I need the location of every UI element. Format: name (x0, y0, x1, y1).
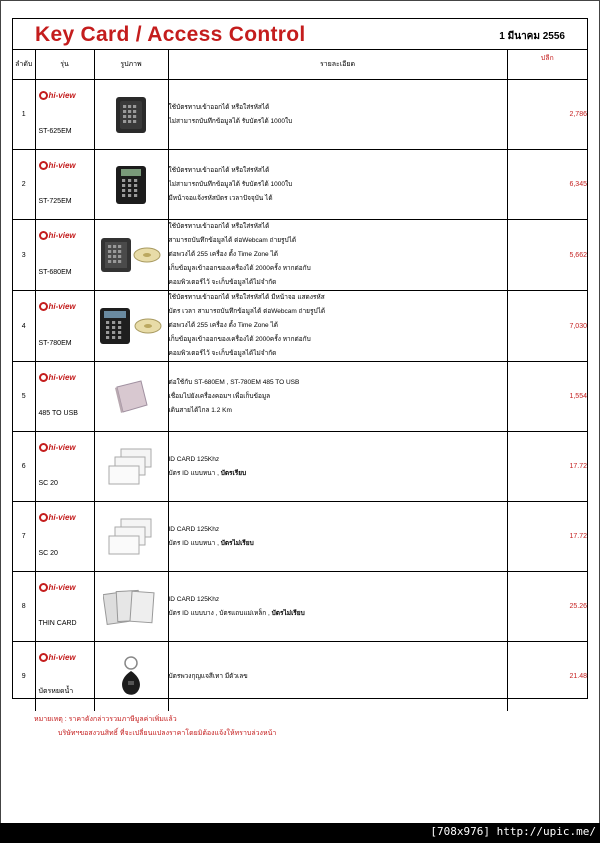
detail-line: บัตร ID แบบบาง , บัตรแถบแม่เหล็ก , บัตรไม่เรียบ (168, 609, 305, 617)
table-row (13, 502, 587, 572)
detail-line: บัตรพวงกุญแจสีเทา มีตัวเลข (168, 672, 248, 680)
model-cell (35, 362, 94, 432)
detail-line: เชื่อมไปยังเครื่องคอมฯ เพื่อเก็บข้อมูล (168, 392, 271, 400)
model-cell (35, 572, 94, 642)
detail-line: เก็บข้อมูลเข้าออกของเครื่องได้ 2000ครั้ง หากต่อกับ (168, 336, 311, 343)
model-cell (35, 432, 94, 502)
product-detail (168, 80, 507, 150)
product-detail (168, 642, 507, 712)
hiview-logo (39, 372, 76, 383)
product-image (94, 642, 168, 712)
model-cell (35, 502, 94, 572)
detail-line: ใช้บัตรทาบเข้าออกได้ หรือใส่รหัสได้ (168, 166, 270, 174)
product-image (94, 502, 168, 572)
footer-url[interactable]: [708x976] http://upic.me/ (430, 825, 596, 838)
row-number: 1 (13, 80, 35, 150)
product-detail (168, 150, 507, 220)
brand-name: hi-view (48, 373, 76, 382)
brand-name: hi-view (48, 302, 76, 311)
title-row (13, 19, 587, 50)
row-number: 3 (13, 220, 35, 291)
model-name: SC 20 (38, 480, 58, 487)
model-name: ST-680EM (38, 269, 72, 276)
product-detail (168, 572, 507, 642)
product-detail (168, 432, 507, 502)
model-name: บัตรหยดน้ำ (38, 688, 74, 695)
table-row (13, 291, 587, 362)
header-model: รุ่น (35, 50, 94, 80)
row-number: 6 (13, 432, 35, 502)
detail-line: ID CARD 125Khz (168, 595, 220, 603)
detail-line: ต่อใช้กับ ST-680EM , ST-780EM 485 TO USB (168, 378, 300, 386)
retail-price: 1,554 (507, 362, 587, 432)
brand-name: hi-view (48, 231, 76, 240)
hiview-logo (39, 90, 76, 101)
detail-emphasis: บัตรเรียบ (220, 469, 247, 477)
retail-price: 7,030 (507, 291, 587, 362)
product-detail (168, 362, 507, 432)
header-picture: รูปภาพ (94, 50, 168, 80)
row-number: 7 (13, 502, 35, 572)
detail-line: ไม่สามารถบันทึกข้อมูลได้ รับบัตรได้ 1000ใบ (168, 180, 293, 188)
row-number: 5 (13, 362, 35, 432)
model-name: 485 TO USB (38, 410, 78, 417)
row-number: 2 (13, 150, 35, 220)
table-row (13, 220, 587, 291)
detail-line: คอมพิวเตอร์ไว้ จะเก็บข้อมูลได้ไม่จำกัด (168, 350, 277, 357)
detail-line: ใช้บัตรทาบเข้าออกได้ หรือใส่รหัสได้ (168, 103, 270, 111)
model-cell (35, 80, 94, 150)
table-header-row (13, 50, 587, 80)
product-image (94, 572, 168, 642)
row-number: 8 (13, 572, 35, 642)
model-name: ST-725EM (38, 198, 72, 205)
price-date: 1 มีนาคม 2556 (499, 31, 565, 42)
table-row (13, 572, 587, 642)
hiview-logo (39, 512, 76, 523)
retail-price: 2,786 (507, 80, 587, 150)
hiview-logo (39, 582, 76, 593)
product-image (94, 362, 168, 432)
product-image (94, 220, 168, 291)
model-cell (35, 291, 94, 362)
brand-name: hi-view (48, 513, 76, 522)
detail-line: มีหน้าจอแจ้งรหัสบัตร เวลาปัจจุบัน ได้ (168, 194, 273, 202)
hiview-logo (39, 301, 76, 312)
retail-price: 5,662 (507, 220, 587, 291)
note-line-2: บริษัทฯขอสงวนสิทธิ์ ที่จะเปลี่ยนแปลงราคาโดยมิต้องแจ้งให้ทราบล่วงหน้า (58, 730, 277, 737)
detail-line: ID CARD 125Khz (168, 525, 220, 533)
detail-line: เดินสายได้ไกล 1.2 Km (168, 406, 232, 414)
table-row (13, 642, 587, 712)
footer-bar (0, 823, 600, 843)
retail-price: 17.72 (507, 502, 587, 572)
table-row (13, 432, 587, 502)
hiview-logo (39, 652, 76, 663)
model-cell (35, 642, 94, 712)
detail-line: คอมพิวเตอร์ไว้ จะเก็บข้อมูลได้ไม่จำกัด (168, 279, 277, 286)
header-no: ลำดับ (13, 50, 35, 80)
detail-line: ใช้บัตรทาบเข้าออกได้ หรือใส่รหัสได้ (168, 223, 270, 230)
header-detail: รายละเอียด (168, 50, 507, 80)
detail-line: ID CARD 125Khz (168, 455, 220, 463)
note (34, 713, 276, 741)
price-table-frame (12, 18, 588, 699)
hiview-logo (39, 160, 76, 171)
header-price: ปลีก (507, 50, 587, 80)
retail-price: 17.72 (507, 432, 587, 502)
model-name: ST-625EM (38, 128, 72, 135)
detail-line: บัตร ID แบบหนา , บัตรเรียบ (168, 469, 247, 477)
price-table (13, 50, 587, 711)
retail-price: 21.48 (569, 673, 587, 680)
product-image (94, 80, 168, 150)
detail-line: บัตร ID แบบหนา , บัตรไม่เรียบ (168, 539, 254, 547)
detail-line: ใช้บัตรทาบเข้าออกได้ หรือใส่รหัสได้ มีหน้าจอ แสดงรหัส (168, 294, 325, 301)
retail-price: 25.26 (507, 572, 587, 642)
product-detail (168, 220, 507, 291)
table-row (13, 362, 587, 432)
detail-line: เก็บข้อมูลเข้าออกของเครื่องได้ 2000ครั้ง หากต่อกับ (168, 265, 311, 272)
hiview-logo (39, 442, 76, 453)
product-detail (168, 291, 507, 362)
product-image (94, 150, 168, 220)
product-image (94, 291, 168, 362)
brand-name: hi-view (48, 161, 76, 170)
detail-line: บัตร เวลา สามารถบันทึกข้อมูลได้ ต่อWebcam ถ่ายรูปได้ (168, 308, 326, 315)
table-row (13, 150, 587, 220)
hiview-logo (39, 230, 76, 241)
product-detail (168, 502, 507, 572)
model-cell (35, 150, 94, 220)
detail-emphasis: บัตรไม่เรียบ (220, 539, 254, 547)
brand-name: hi-view (48, 653, 76, 662)
detail-line: ต่อพวงได้ 255 เครื่อง ตั้ง Time Zone ได้ (168, 251, 278, 258)
model-name: ST-780EM (38, 340, 72, 347)
brand-name: hi-view (48, 91, 76, 100)
product-image (94, 432, 168, 502)
row-number: 9 (13, 642, 35, 712)
model-name: THIN CARD (38, 620, 77, 627)
detail-line: สามารถบันทึกข้อมูลได้ ต่อWebcam ถ่ายรูปได้ (168, 237, 297, 244)
retail-price: 6,345 (507, 150, 587, 220)
page-title: Key Card / Access Control (35, 23, 306, 46)
note-line-1: หมายเหตุ : ราคาดังกล่าวรวมภาษีมูลค่าเพิ่มแล้ว (34, 716, 177, 723)
table-row (13, 80, 587, 150)
row-number: 4 (13, 291, 35, 362)
brand-name: hi-view (48, 443, 76, 452)
detail-line: ไม่สามารถบันทึกข้อมูลได้ รับบัตรได้ 1000ใบ (168, 117, 293, 125)
detail-line: ต่อพวงได้ 255 เครื่อง ตั้ง Time Zone ได้ (168, 322, 278, 329)
detail-emphasis: บัตรไม่เรียบ (271, 609, 305, 617)
model-cell (35, 220, 94, 291)
model-name: SC 20 (38, 550, 58, 557)
brand-name: hi-view (48, 583, 76, 592)
